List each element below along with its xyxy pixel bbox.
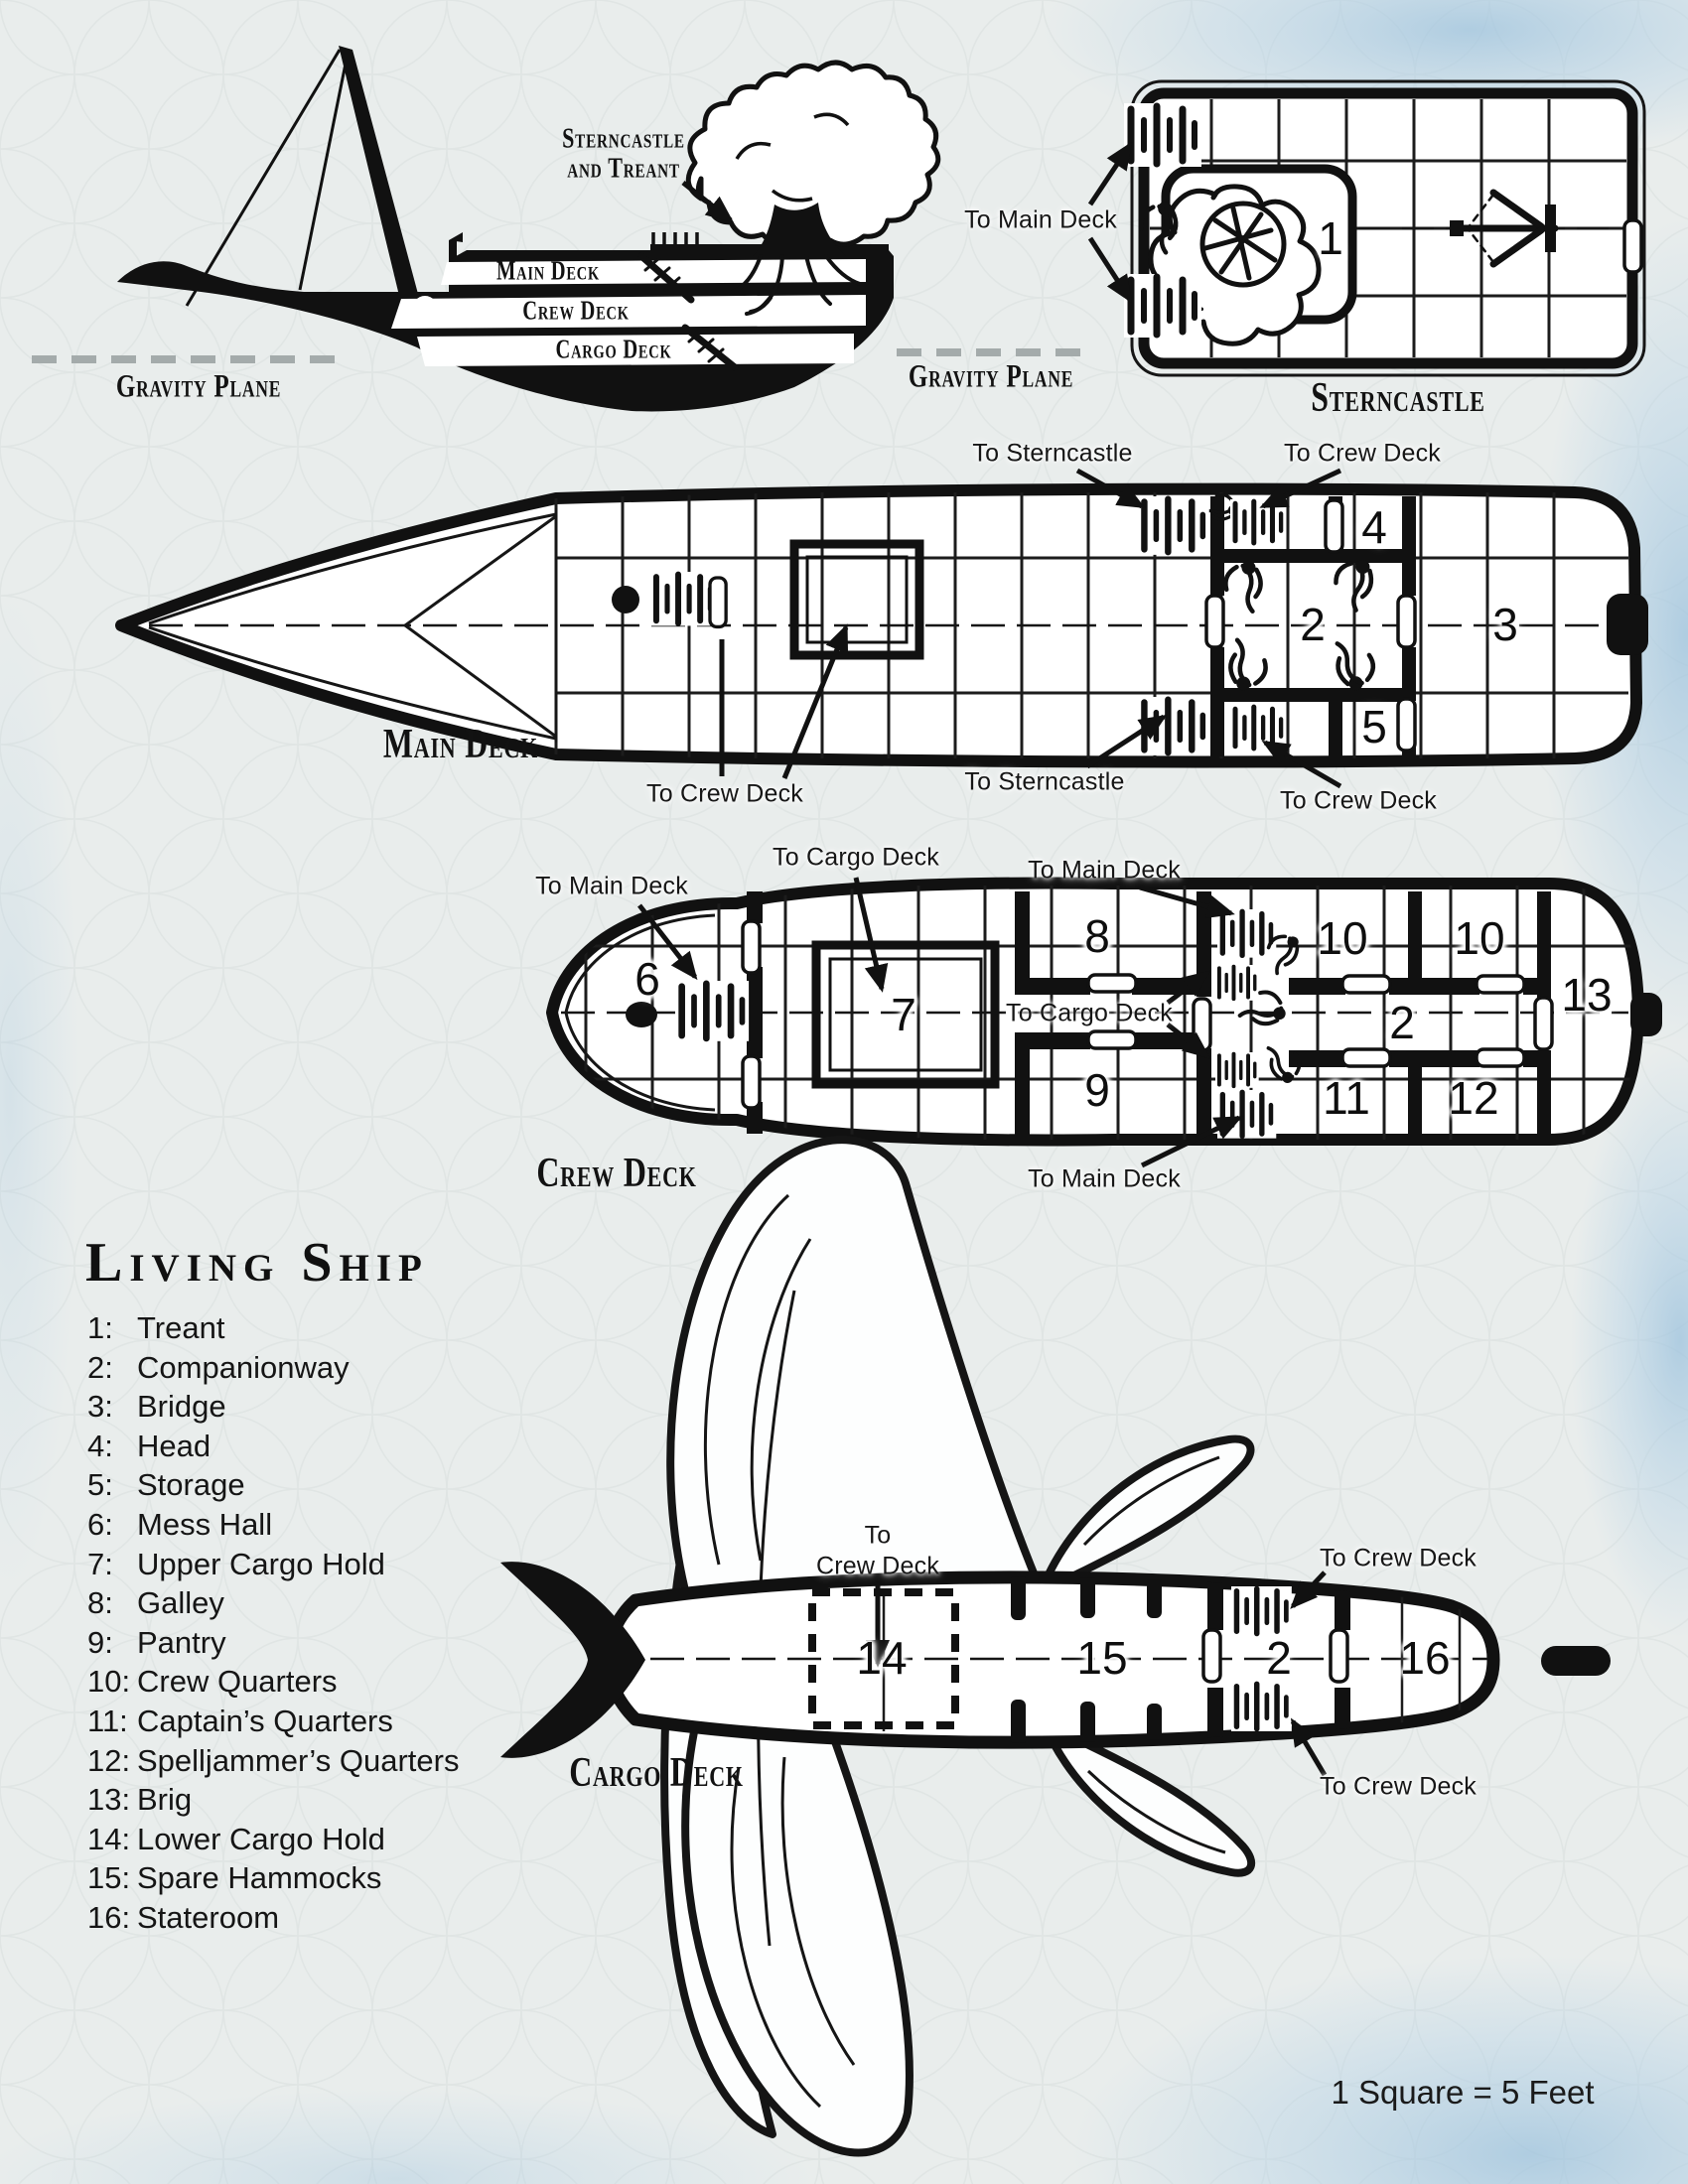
door (1398, 596, 1415, 647)
to-main-deck-label: To Main Deck (964, 205, 1117, 234)
door (1398, 699, 1415, 751)
legend-item-label: Spelljammer’s Quarters (137, 1742, 460, 1778)
legend-item (87, 1427, 459, 1466)
room-number-11: 11 (1323, 1072, 1370, 1124)
stairs-to-crew-deck (1231, 1586, 1292, 1636)
main-deck-title: Main Deck (382, 722, 539, 767)
room-number-7: 7 (891, 989, 916, 1040)
to-main-deck-label: To Main Deck (1028, 1164, 1181, 1193)
gravity-plane-label-left: Gravity Plane (115, 368, 282, 405)
to-sterncastle-label: To Sterncastle (972, 439, 1133, 468)
legend-item-label: Spare Hammocks (137, 1860, 382, 1896)
legend-item-number: 5: (87, 1467, 113, 1503)
scale-note: 1 Square = 5 Feet (1331, 2074, 1595, 2111)
gravity-plane-label-right: Gravity Plane (908, 358, 1074, 395)
legend-item-number: 6: (87, 1506, 113, 1542)
legend-item (87, 1623, 459, 1663)
legend-item-label: Pantry (137, 1624, 226, 1660)
legend-item (87, 1545, 459, 1584)
crew-deck-title: Crew Deck (536, 1151, 697, 1196)
stairs-to-main-deck (1124, 103, 1201, 167)
legend-item-label: Lower Cargo Hold (137, 1821, 385, 1856)
door (1535, 998, 1552, 1049)
room-number-2: 2 (1300, 599, 1326, 650)
door (1203, 1630, 1220, 1682)
legend-item (87, 1583, 459, 1623)
to-crew-deck-label: To Crew Deck (1284, 439, 1441, 468)
to-main-deck-label: To Main Deck (1028, 856, 1181, 885)
legend-item (87, 1662, 459, 1702)
room-number-12: 12 (1448, 1072, 1499, 1124)
legend-item-number: 14: (87, 1821, 131, 1856)
mast-foot (612, 586, 639, 614)
legend-item-number: 10: (87, 1664, 131, 1700)
legend-item (87, 1387, 459, 1427)
legend-item-number: 4: (87, 1428, 113, 1463)
stairs-to-crew-deck (1230, 499, 1286, 545)
door (1624, 220, 1641, 272)
stern-post (1541, 1646, 1611, 1676)
profile-main-deck-label: Main Deck (496, 255, 600, 286)
legend-item-label: Upper Cargo Hold (137, 1546, 385, 1581)
door (1194, 999, 1210, 1050)
legend-item (87, 1505, 459, 1545)
legend-item (87, 1702, 459, 1741)
callout-sterncastle-and-treant-line2: and Treant (567, 152, 680, 185)
legend-item-number: 3: (87, 1389, 113, 1425)
room-number-14: 14 (856, 1632, 908, 1684)
stairs-to-main-deck (1217, 1090, 1276, 1139)
door (1088, 975, 1136, 992)
to-crew-deck-label: To Crew Deck (646, 779, 803, 808)
door (743, 921, 760, 973)
stairs-to-main-deck (1124, 274, 1201, 338)
door (1088, 1031, 1136, 1048)
room-number-15: 15 (1076, 1632, 1128, 1684)
door (710, 578, 726, 626)
room-number-2: 2 (1266, 1632, 1292, 1684)
room-number-1: 1 (1318, 212, 1343, 264)
legend-item-number: 13: (87, 1782, 131, 1818)
room-number-16: 16 (1399, 1632, 1451, 1684)
stairs-to-cargo-deck (1215, 965, 1259, 1001)
to-cargo-deck-label: To Cargo Deck (1006, 999, 1173, 1027)
legend-item (87, 1465, 459, 1505)
legend-item (87, 1308, 459, 1348)
to-main-deck-label: To Main Deck (535, 872, 688, 900)
legend-item-number: 12: (87, 1742, 131, 1778)
stairs-to-main-deck (675, 981, 749, 1041)
to-crew-deck-label: To Crew Deck (1320, 1544, 1477, 1572)
to-crew-deck-label: To Crew Deck (1280, 786, 1437, 815)
room-number-9: 9 (1084, 1064, 1110, 1116)
legend-item-number: 7: (87, 1546, 113, 1581)
legend-item (87, 1858, 459, 1898)
room-number-5: 5 (1361, 701, 1387, 752)
legend-title: Living Ship (85, 1232, 429, 1294)
legend-item-label: Bridge (137, 1389, 226, 1425)
sterncastle-title: Sterncastle (1311, 375, 1485, 421)
legend-item-number: 2: (87, 1349, 113, 1385)
room-number-3: 3 (1492, 599, 1518, 650)
legend-item (87, 1741, 459, 1781)
door (1342, 976, 1390, 993)
legend-item (87, 1898, 459, 1938)
legend-item-number: 8: (87, 1585, 113, 1621)
room-number-10: 10 (1317, 912, 1368, 964)
legend-item-number: 16: (87, 1899, 131, 1935)
callout-sterncastle-and-treant-line1: Sterncastle (562, 122, 685, 155)
room-number-10: 10 (1454, 912, 1505, 964)
door (743, 1056, 760, 1108)
to-cargo-deck-label: To Cargo Deck (773, 843, 939, 872)
legend-list (87, 1308, 459, 1938)
legend-item-label: Stateroom (137, 1899, 280, 1935)
room-number-2: 2 (1389, 997, 1415, 1048)
room-number-8: 8 (1084, 910, 1110, 962)
legend-item-label: Storage (137, 1467, 245, 1503)
door (1326, 500, 1342, 552)
to-sterncastle-label: To Sterncastle (964, 767, 1125, 796)
to-crew-deck-label-line1: To (864, 1521, 892, 1550)
legend-item-number: 9: (87, 1624, 113, 1660)
door (1206, 596, 1223, 647)
room-number-13: 13 (1561, 969, 1613, 1021)
legend-item-label: Crew Quarters (137, 1664, 338, 1700)
sterncastle-plan-art (1090, 81, 1644, 375)
stairs-to-cargo-deck (1215, 1052, 1259, 1088)
legend-item (87, 1820, 459, 1859)
stern-post (1607, 594, 1648, 655)
legend-item (87, 1348, 459, 1388)
cargo-deck-title: Cargo Deck (569, 1750, 744, 1796)
stairs-to-main-deck (1217, 909, 1276, 958)
door (1342, 1049, 1390, 1066)
door (1477, 1049, 1524, 1066)
legend-item-label: Galley (137, 1585, 224, 1621)
profile-cargo-deck-label: Cargo Deck (555, 334, 672, 364)
stairs-to-crew-deck (1231, 1682, 1292, 1731)
stairs-to-crew-deck (1230, 705, 1286, 751)
room-number-6: 6 (634, 953, 660, 1005)
legend-item-number: 15: (87, 1860, 131, 1896)
door (1477, 976, 1524, 993)
stern-post (1630, 993, 1662, 1036)
legend-item (87, 1780, 459, 1820)
profile-crew-deck-label: Crew Deck (522, 295, 630, 326)
legend-item-label: Mess Hall (137, 1506, 273, 1542)
room-number-4: 4 (1361, 501, 1387, 553)
legend-item-label: Captain’s Quarters (137, 1703, 393, 1738)
door (1331, 1630, 1347, 1682)
legend-item-label: Companionway (137, 1349, 350, 1385)
stairs-to-crew-deck (650, 572, 716, 625)
stairs-to-sterncastle (1138, 496, 1209, 555)
to-crew-deck-label: To Crew Deck (1320, 1772, 1477, 1801)
legend-item-number: 11: (87, 1703, 128, 1738)
to-crew-deck-label-line2: Crew Deck (815, 1552, 940, 1580)
legend-item-number: 1: (87, 1310, 113, 1345)
legend-item-label: Head (137, 1428, 211, 1463)
legend-item-label: Brig (137, 1782, 193, 1818)
legend-item-label: Treant (137, 1310, 225, 1345)
